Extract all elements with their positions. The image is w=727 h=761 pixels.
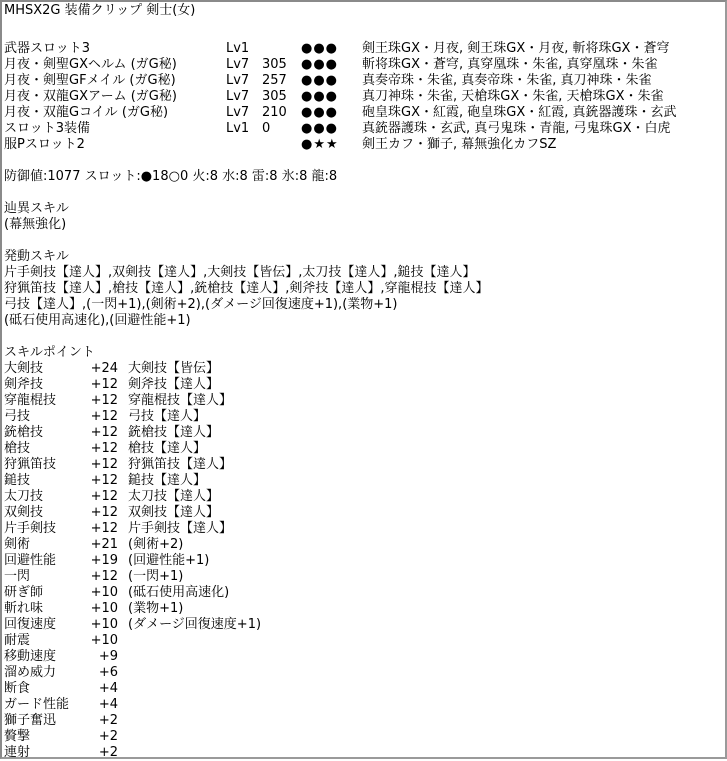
skill-point-value: +12 (90, 457, 118, 472)
equipment-level: Lv1 (226, 41, 250, 56)
skill-point-effect: 弓技【達人】 (128, 409, 207, 424)
skill-point-value: +6 (98, 665, 118, 680)
skill-point-effect: (砥石使用高速化) (128, 585, 230, 600)
skill-point-row (4, 361, 722, 377)
skill-point-name: 弓技 (4, 409, 31, 424)
skill-point-row (4, 489, 722, 505)
skill-point-name: 贅撃 (4, 729, 31, 744)
skill-point-name: 大剣技 (4, 361, 44, 376)
defense-stats: 防御値:1077 スロット:●18○0 火:8 水:8 雷:8 氷:8 龍:8 (4, 169, 338, 184)
equipment-slots: ●●● (301, 41, 339, 56)
skill-point-value: +2 (98, 729, 118, 744)
equipment-name: 月夜・双龍Gコイル (ガG秘) (4, 105, 169, 120)
skill-point-row (4, 649, 722, 665)
equipment-defense: 210 (262, 105, 287, 120)
skill-point-row (4, 441, 722, 457)
skill-point-effect: 双剣技【達人】 (128, 505, 220, 520)
skill-point-name: 獅子奮迅 (4, 713, 57, 728)
equipment-level: Lv7 (226, 105, 250, 120)
skill-point-effect: (一閃+1) (128, 569, 184, 584)
skill-point-row (4, 601, 722, 617)
skill-point-effect: (回避性能+1) (128, 553, 210, 568)
skill-point-value: +12 (90, 489, 118, 504)
skill-point-value: +2 (98, 713, 118, 728)
skill-point-value: +24 (90, 361, 118, 376)
equipment-jewels: 真銃器護珠・玄武, 真弓鬼珠・青龍, 弓鬼珠GX・白虎 (362, 121, 671, 136)
skill-point-value: +10 (90, 617, 118, 632)
skill-point-value: +2 (98, 745, 118, 760)
skill-point-row (4, 553, 722, 569)
skill-point-value: +4 (98, 697, 118, 712)
skill-point-value: +21 (90, 537, 118, 552)
equipment-list (4, 41, 722, 153)
skill-point-value: +12 (90, 505, 118, 520)
equipment-slots: ●●● (301, 57, 339, 72)
skill-points-heading: スキルポイント (4, 345, 95, 360)
skill-point-name: 移動速度 (4, 649, 57, 664)
skill-point-name: 双剣技 (4, 505, 44, 520)
skill-point-row (4, 393, 722, 409)
equipment-jewels: 真刀神珠・朱雀, 天槍珠GX・朱雀, 天槍珠GX・朱雀 (362, 89, 664, 104)
equipment-name: 月夜・剣聖GFメイル (ガG秘) (4, 73, 176, 88)
skill-point-effect: 鎚技【達人】 (128, 473, 207, 488)
equipment-jewels: 真奏帝珠・朱雀, 真奏帝珠・朱雀, 真刀神珠・朱雀 (362, 73, 652, 88)
active-skills-line: 片手剣技【達人】,双剣技【達人】,大剣技【皆伝】,太刀技【達人】,鎚技【達人】 (4, 265, 476, 280)
equipment-name: 月夜・双龍GXアーム (ガG秘) (4, 89, 177, 104)
equipment-slots: ●●● (301, 121, 339, 136)
skill-point-name: 断食 (4, 681, 31, 696)
skill-point-value: +12 (90, 409, 118, 424)
skill-point-effect: 剣斧技【達人】 (128, 377, 220, 392)
skill-points-list (4, 361, 722, 761)
equipment-jewels: 斬将珠GX・蒼穹, 真穿凰珠・朱雀, 真穿凰珠・朱雀 (362, 57, 658, 72)
skill-point-name: 斬れ味 (4, 601, 44, 616)
skill-point-effect: 太刀技【達人】 (128, 489, 220, 504)
skill-point-row (4, 425, 722, 441)
equipment-slots: ●●● (301, 73, 339, 88)
skill-point-effect: 槍技【達人】 (128, 441, 207, 456)
equipment-row-arms (4, 89, 722, 105)
skill-point-value: +12 (90, 521, 118, 536)
skill-point-value: +9 (98, 649, 118, 664)
skill-point-effect: (剣術+2) (128, 537, 184, 552)
skill-point-name: 回復速度 (4, 617, 57, 632)
skill-point-name: 穿龍棍技 (4, 393, 57, 408)
skill-point-effect: 大剣技【皆伝】 (128, 361, 220, 376)
active-skills-line: (砥石使用高速化),(回避性能+1) (4, 313, 191, 328)
equipment-level: Lv1 (226, 121, 250, 136)
skill-point-name: 研ぎ師 (4, 585, 44, 600)
page-title: MHSX2G 装備クリップ 剣士(女) (4, 3, 196, 18)
skill-point-value: +12 (90, 441, 118, 456)
equipment-level: Lv7 (226, 57, 250, 72)
equipment-slots: ●★★ (301, 137, 339, 152)
equipment-level: Lv7 (226, 89, 250, 104)
skill-point-value: +12 (90, 473, 118, 488)
skill-point-value: +12 (90, 393, 118, 408)
skill-point-row (4, 569, 722, 585)
skill-point-name: 銃槍技 (4, 425, 44, 440)
skill-point-row (4, 505, 722, 521)
equipment-defense: 305 (262, 57, 287, 72)
equipment-defense: 0 (262, 121, 271, 136)
skill-point-row (4, 713, 722, 729)
skill-point-name: 太刀技 (4, 489, 44, 504)
equipment-name: 武器スロット3 (4, 41, 91, 56)
equipment-name: スロット3装備 (4, 121, 91, 136)
skill-point-row (4, 633, 722, 649)
skill-point-name: 鎚技 (4, 473, 31, 488)
skill-point-name: 連射 (4, 745, 31, 760)
skill-point-row (4, 585, 722, 601)
active-skills-heading: 発動スキル (4, 249, 69, 264)
skill-point-name: 片手剣技 (4, 521, 57, 536)
skill-point-value: +10 (90, 601, 118, 616)
equipment-row-clothes (4, 137, 722, 153)
skill-point-name: 溜め威力 (4, 665, 57, 680)
equipment-row-legs (4, 121, 722, 137)
skill-point-row (4, 729, 722, 745)
skill-point-value: +12 (90, 377, 118, 392)
equipment-row-body (4, 73, 722, 89)
skill-point-effect: 穿龍棍技【達人】 (128, 393, 233, 408)
equipment-defense: 257 (262, 73, 287, 88)
skill-point-row (4, 697, 722, 713)
skill-point-row (4, 521, 722, 537)
equipment-jewels: 剣王カフ・獅子, 幕無強化カフSZ (362, 137, 557, 152)
skill-point-value: +10 (90, 585, 118, 600)
skill-point-effect: 片手剣技【達人】 (128, 521, 233, 536)
equipment-slots: ●●● (301, 89, 339, 104)
skill-point-effect: 狩猟笛技【達人】 (128, 457, 233, 472)
skill-point-row (4, 457, 722, 473)
skill-point-row (4, 681, 722, 697)
equipment-jewels: 剣王珠GX・月夜, 剣王珠GX・月夜, 斬将珠GX・蒼穹 (362, 41, 670, 56)
skill-point-value: +10 (90, 633, 118, 648)
special-skill-heading: 辿異スキル (4, 201, 69, 216)
skill-point-value: +12 (90, 425, 118, 440)
skill-point-row (4, 409, 722, 425)
skill-point-value: +19 (90, 553, 118, 568)
equipment-slots: ●●● (301, 105, 339, 120)
skill-point-row (4, 473, 722, 489)
skill-point-name: 一閃 (4, 569, 31, 584)
active-skills-line: 狩猟笛技【達人】,槍技【達人】,銃槍技【達人】,剣斧技【達人】,穿龍棍技【達人】 (4, 281, 489, 296)
skill-point-effect: (ダメージ回復速度+1) (128, 617, 262, 632)
equipment-name: 服Pスロット2 (4, 137, 85, 152)
skill-point-row (4, 665, 722, 681)
skill-point-effect: 銃槍技【達人】 (128, 425, 220, 440)
equipment-name: 月夜・剣聖GXヘルム (ガG秘) (4, 57, 177, 72)
skill-point-row (4, 537, 722, 553)
equipment-row-head (4, 57, 722, 73)
equipment-clip-text (4, 3, 722, 761)
skill-point-row (4, 617, 722, 633)
skill-point-name: 狩猟笛技 (4, 457, 57, 472)
skill-point-row (4, 377, 722, 393)
equipment-row-weapon (4, 41, 722, 57)
skill-point-name: 回避性能 (4, 553, 57, 568)
skill-point-name: 剣斧技 (4, 377, 44, 392)
equipment-jewels: 砲皇珠GX・紅霞, 砲皇珠GX・紅霞, 真銃器護珠・玄武 (362, 105, 677, 120)
skill-point-name: 剣術 (4, 537, 31, 552)
skill-point-name: 耐震 (4, 633, 31, 648)
active-skills-line: 弓技【達人】,(一閃+1),(剣術+2),(ダメージ回復速度+1),(業物+1) (4, 297, 398, 312)
skill-point-effect: (業物+1) (128, 601, 184, 616)
skill-point-value: +4 (98, 681, 118, 696)
special-skill-item: (幕無強化) (4, 217, 67, 232)
skill-point-name: 槍技 (4, 441, 31, 456)
equipment-defense: 305 (262, 89, 287, 104)
equipment-row-waist (4, 105, 722, 121)
skill-point-name: ガード性能 (4, 697, 70, 712)
equipment-level: Lv7 (226, 73, 250, 88)
skill-point-value: +12 (90, 569, 118, 584)
